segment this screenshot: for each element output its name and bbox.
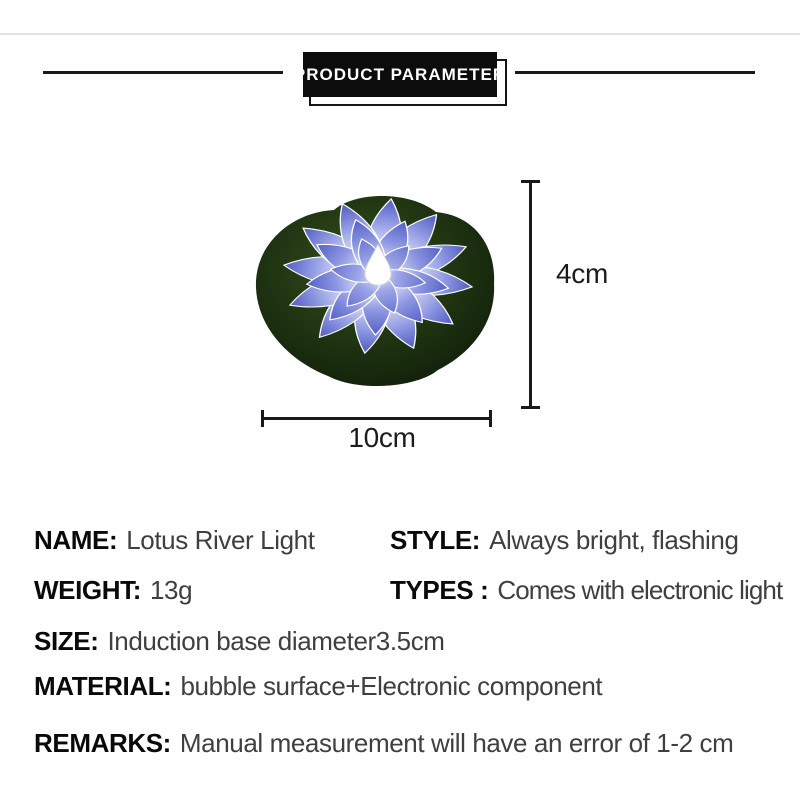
spec-label-style: STYLE:	[390, 525, 481, 555]
spec-value-size: Induction base diameter3.5cm	[107, 626, 445, 656]
spec-label-material: MATERIAL:	[34, 671, 172, 701]
width-dimension-label: 10cm	[348, 422, 416, 453]
spec-label-size: SIZE:	[34, 626, 99, 656]
spec-value-material: bubble surface+Electronic component	[180, 671, 603, 701]
height-dimension-cap-bottom	[521, 406, 540, 409]
spec-row-style	[390, 522, 739, 558]
spec-value-types: Comes with electronic light	[497, 575, 783, 605]
width-dimension-line	[262, 417, 491, 420]
spec-value-weight: 13g	[149, 575, 193, 605]
spec-row-weight	[34, 572, 192, 608]
spec-value-remarks: Manual measurement will have an error of 1-2 cm	[179, 728, 734, 758]
top-divider	[0, 33, 800, 35]
height-dimension-line	[529, 182, 532, 408]
product-photo-lotus-light	[242, 170, 514, 408]
spec-label-remarks: REMARKS:	[34, 728, 171, 758]
spec-row-material	[34, 668, 602, 704]
spec-value-name: Lotus River Light	[126, 525, 315, 555]
height-dimension-cap-top	[521, 180, 540, 183]
width-dimension-cap-right	[489, 410, 492, 427]
header-left-rule	[43, 71, 283, 74]
header-right-rule	[515, 71, 755, 74]
width-dimension-cap-left	[261, 410, 264, 427]
height-dimension-label: 4cm	[556, 258, 608, 289]
section-title: PRODUCT PARAMETER	[293, 64, 507, 84]
spec-row-name	[34, 522, 315, 558]
spec-row-types	[390, 572, 782, 608]
spec-row-remarks	[34, 725, 733, 761]
section-header	[293, 52, 507, 97]
spec-label-name: NAME:	[34, 525, 118, 555]
spec-row-size	[34, 623, 445, 659]
spec-value-style: Always bright, flashing	[489, 525, 739, 555]
spec-label-weight: WEIGHT:	[34, 575, 141, 605]
spec-label-types: TYPES :	[390, 575, 489, 605]
